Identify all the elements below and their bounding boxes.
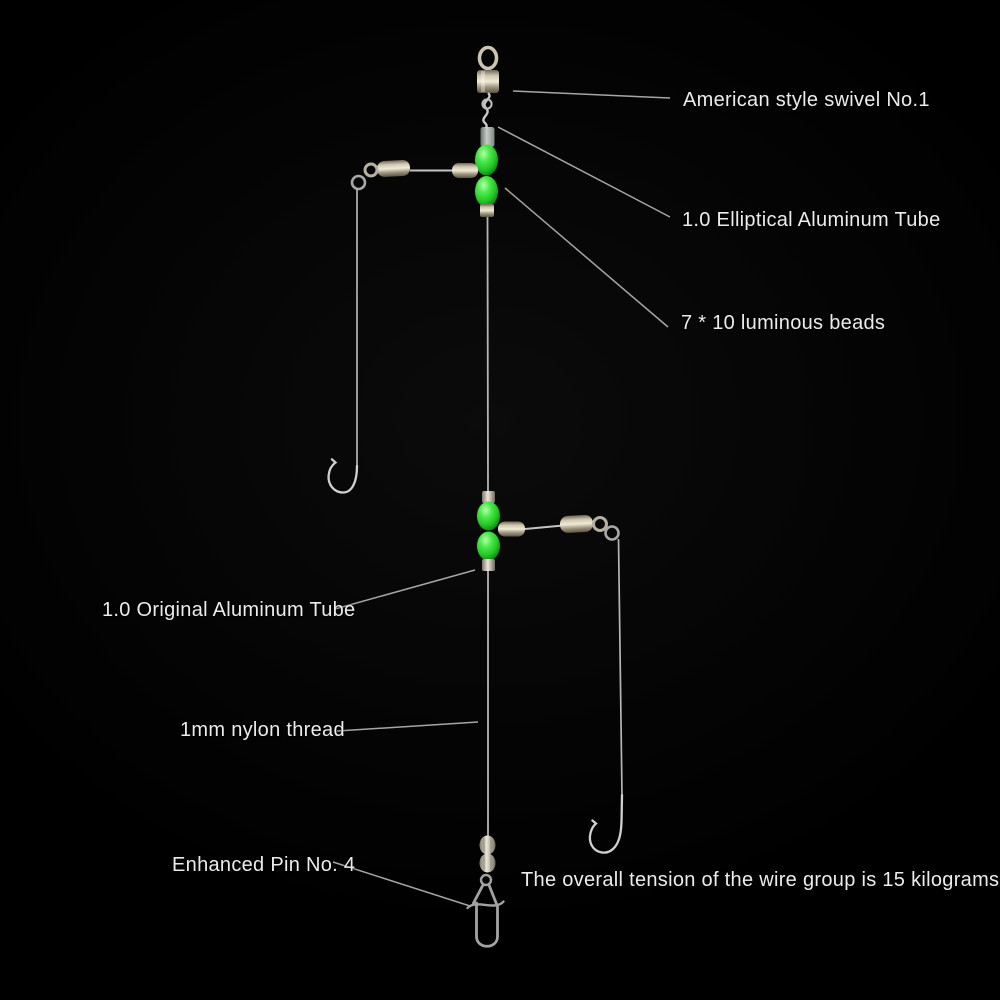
hook-dropper-line: [619, 539, 623, 795]
branch-snap-ring: [606, 527, 619, 540]
swivel-clasp-wire: [483, 93, 489, 128]
branch-swivel-barrel: [377, 160, 411, 178]
leader-swivel: [513, 91, 670, 98]
branch-swivel-barrel: [560, 515, 594, 534]
leader-nylon-thread: [337, 722, 478, 731]
snap-u-loop: [477, 903, 498, 946]
label-enhanced-pin: Enhanced Pin No. 4: [172, 854, 356, 876]
luminous-bead: [477, 502, 500, 531]
branch-swivel-barrel: [498, 522, 525, 537]
crimp-tube: [482, 491, 495, 503]
top-swivel: [477, 48, 499, 129]
snap-eye: [481, 875, 491, 885]
label-original-tube: 1.0 Original Aluminum Tube: [102, 599, 356, 621]
fish-hook: [590, 795, 622, 853]
lower-junction: [477, 491, 622, 853]
leader-original-tube: [335, 570, 475, 609]
bottom-swivel-bead: [480, 854, 496, 873]
branch-wire: [525, 526, 563, 530]
branch-swivel-barrel: [452, 163, 478, 178]
crimp-tube: [480, 204, 494, 217]
leader-luminous-beads: [505, 188, 668, 327]
left-branch: [329, 160, 478, 493]
swivel-barrel-highlight: [481, 71, 485, 92]
snap-right-arm: [489, 885, 497, 904]
luminous-bead: [475, 145, 498, 176]
branch-snap-ring: [352, 176, 365, 189]
branch-swivel-eye: [594, 518, 607, 531]
label-american-swivel: American style swivel No.1: [683, 89, 930, 111]
leader-lines: [333, 91, 670, 906]
label-nylon-thread: 1mm nylon thread: [180, 719, 345, 741]
upper-junction: [329, 127, 498, 493]
snap-left-arm: [474, 885, 484, 903]
branch-swivel-eye: [365, 164, 377, 176]
original-aluminum-tube: [482, 559, 495, 571]
right-branch: [498, 515, 622, 853]
enhanced-pin-snap: [468, 875, 504, 946]
luminous-bead: [475, 176, 498, 207]
swivel-eye: [480, 48, 497, 69]
fish-hook: [329, 459, 357, 492]
label-luminous-beads: 7 * 10 luminous beads: [681, 312, 886, 334]
bottom-swivel-bead: [480, 836, 496, 855]
label-elliptical-tube: 1.0 Elliptical Aluminum Tube: [682, 209, 941, 231]
swivel-barrel: [477, 70, 499, 93]
elliptical-aluminum-tube: [481, 127, 495, 147]
luminous-bead: [477, 532, 500, 561]
main-line-upper: [488, 216, 489, 493]
bottom-assembly: [468, 836, 504, 947]
label-tension-note: The overall tension of the wire group is 15 kilograms: [521, 869, 1000, 891]
